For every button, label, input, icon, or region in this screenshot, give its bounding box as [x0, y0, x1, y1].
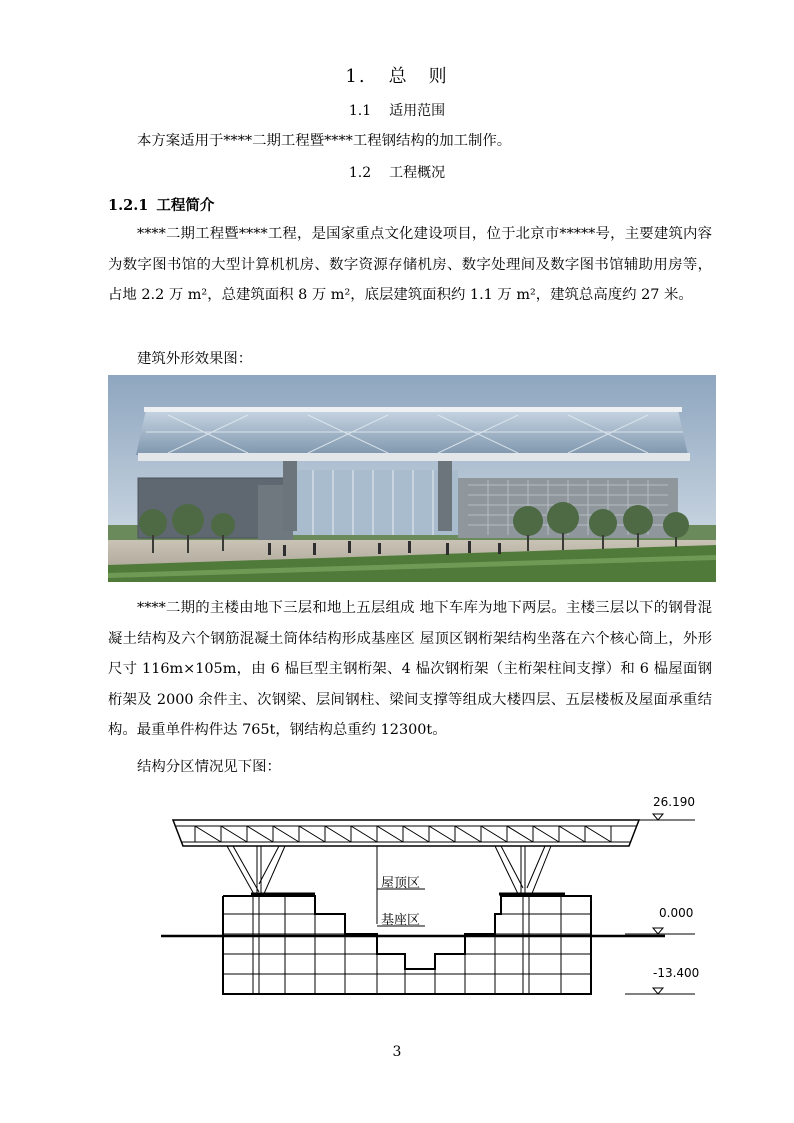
heading-1-2: [0, 162, 794, 182]
heading-1-2-1: [108, 194, 214, 215]
heading-1-1-text: 适用范围: [389, 103, 446, 119]
heading-1: [0, 62, 794, 88]
page-number: 3: [392, 1044, 402, 1060]
roof-zone-label: 屋顶区: [381, 876, 421, 891]
paragraph-scope: 本方案适用于****二期工程暨****工程钢结构的加工制作。: [137, 133, 512, 149]
elevation-bottom-label: -13.400: [653, 966, 700, 980]
base-zone-label: 基座区: [381, 913, 421, 928]
structure-zone-diagram: [155, 784, 715, 1004]
heading-1-1-number: 1.1: [348, 103, 372, 119]
base-building: [223, 896, 591, 994]
heading-1-2-text: 工程概况: [389, 165, 446, 181]
zone-caption: 结构分区情况见下图：: [137, 759, 281, 775]
heading-1-number: 1.: [345, 66, 367, 87]
paragraph-structure: ****二期的主楼由地下三层和地上五层组成 地下车库为地下两层。主楼三层以下的钢骨混凝土结构及六个钢筋混凝土筒体结构形成基座区 屋顶区钢桁架结构坐落在六个核心筒上，外形尺寸 116m×105m，由 6 榀巨型主钢桁架、4 榀次钢桁架（主桁架柱间支撑）和 6 榀屋面钢桁架及 2000 余件主、次钢梁、层间钢柱、梁间支撑等组成大楼四层、五层楼板及屋面承重结构。最重单件构件达 765t，钢结构总重约 12300t。: [108, 600, 712, 738]
elevation-zero-label: 0.000: [659, 906, 694, 920]
elevation-top-label: 26.190: [653, 795, 695, 809]
roof-truss: [173, 820, 639, 846]
heading-1-2-1-text: 工程简介: [156, 197, 215, 214]
building-rendering-image: [108, 375, 716, 582]
paragraph-intro: ****二期工程暨****工程，是国家重点文化建设项目，位于北京市*****号，主要建筑内容为数字图书馆的大型计算机机房、数字资源存储机房、数字处理间及数字图书馆辅助用房等，占地 2.2 万 m²，总建筑面积 8 万 m²，底层建筑面积约 1.1 万 m²，建筑总高度约 27 米。: [108, 226, 712, 303]
heading-1-2-number: 1.2: [348, 165, 372, 181]
heading-1-2-1-number: 1.2.1: [108, 197, 149, 214]
render-caption: 建筑外形效果图：: [137, 351, 253, 367]
heading-1-1: [0, 100, 794, 120]
heading-1-text: 总 则: [388, 66, 449, 87]
